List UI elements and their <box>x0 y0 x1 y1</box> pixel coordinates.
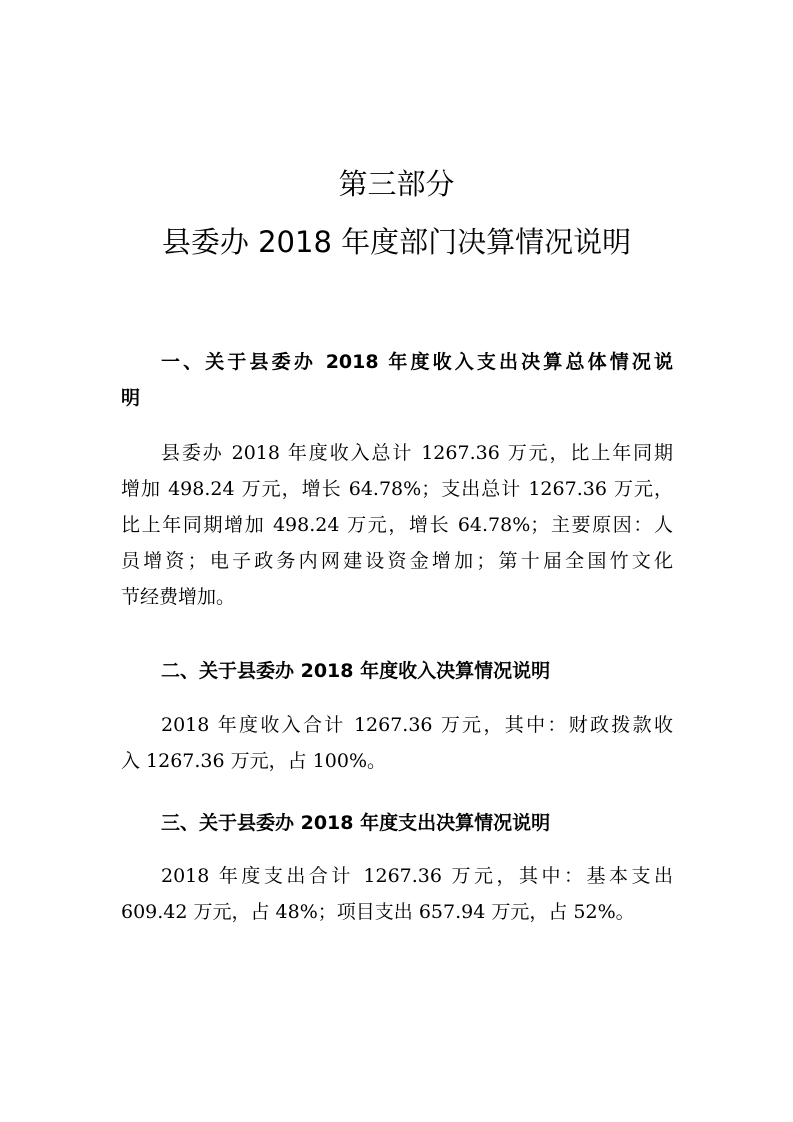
section-1-heading-line-2: 明 <box>121 387 141 409</box>
section-1-body-line-3: 比上年同期增加 498.24 万元，增长 64.78%；主要原因：人 <box>121 514 673 536</box>
section-3-heading: 三、关于县委办 2018 年度支出决算情况说明 <box>161 812 551 834</box>
section-2-body <box>121 707 673 779</box>
section-1-body-line-2: 增加 498.24 万元，增长 64.78%；支出总计 1267.36 万元， <box>121 478 673 500</box>
section-1-body-line-4: 员增资；电子政务内网建设资金增加；第十届全国竹文化 <box>121 550 673 572</box>
section-1-heading <box>121 344 673 416</box>
section-1-body <box>121 435 673 615</box>
section-1-heading-line-1: 一、关于县委办 2018 年度收入支出决算总体情况说 <box>161 351 673 373</box>
section-3-body-line-1: 2018 年度支出合计 1267.36 万元，其中：基本支出 <box>161 865 673 887</box>
part-title: 第三部分 <box>338 167 455 201</box>
section-2-heading: 二、关于县委办 2018 年度收入决算情况说明 <box>161 660 551 682</box>
section-2-body-line-2: 入 1267.36 万元，占 100%。 <box>121 750 387 772</box>
section-3-body-line-2: 609.42 万元，占 48%；项目支出 657.94 万元，占 52%。 <box>121 901 635 923</box>
section-3-body <box>121 858 673 930</box>
section-1-body-line-1: 县委办 2018 年度收入总计 1267.36 万元，比上年同期 <box>161 442 673 464</box>
section-2-body-line-1: 2018 年度收入合计 1267.36 万元，其中：财政拨款收 <box>161 714 673 736</box>
section-1-body-line-5: 节经费增加。 <box>121 586 236 608</box>
document-title: 县委办 2018 年度部门决算情况说明 <box>161 225 632 259</box>
